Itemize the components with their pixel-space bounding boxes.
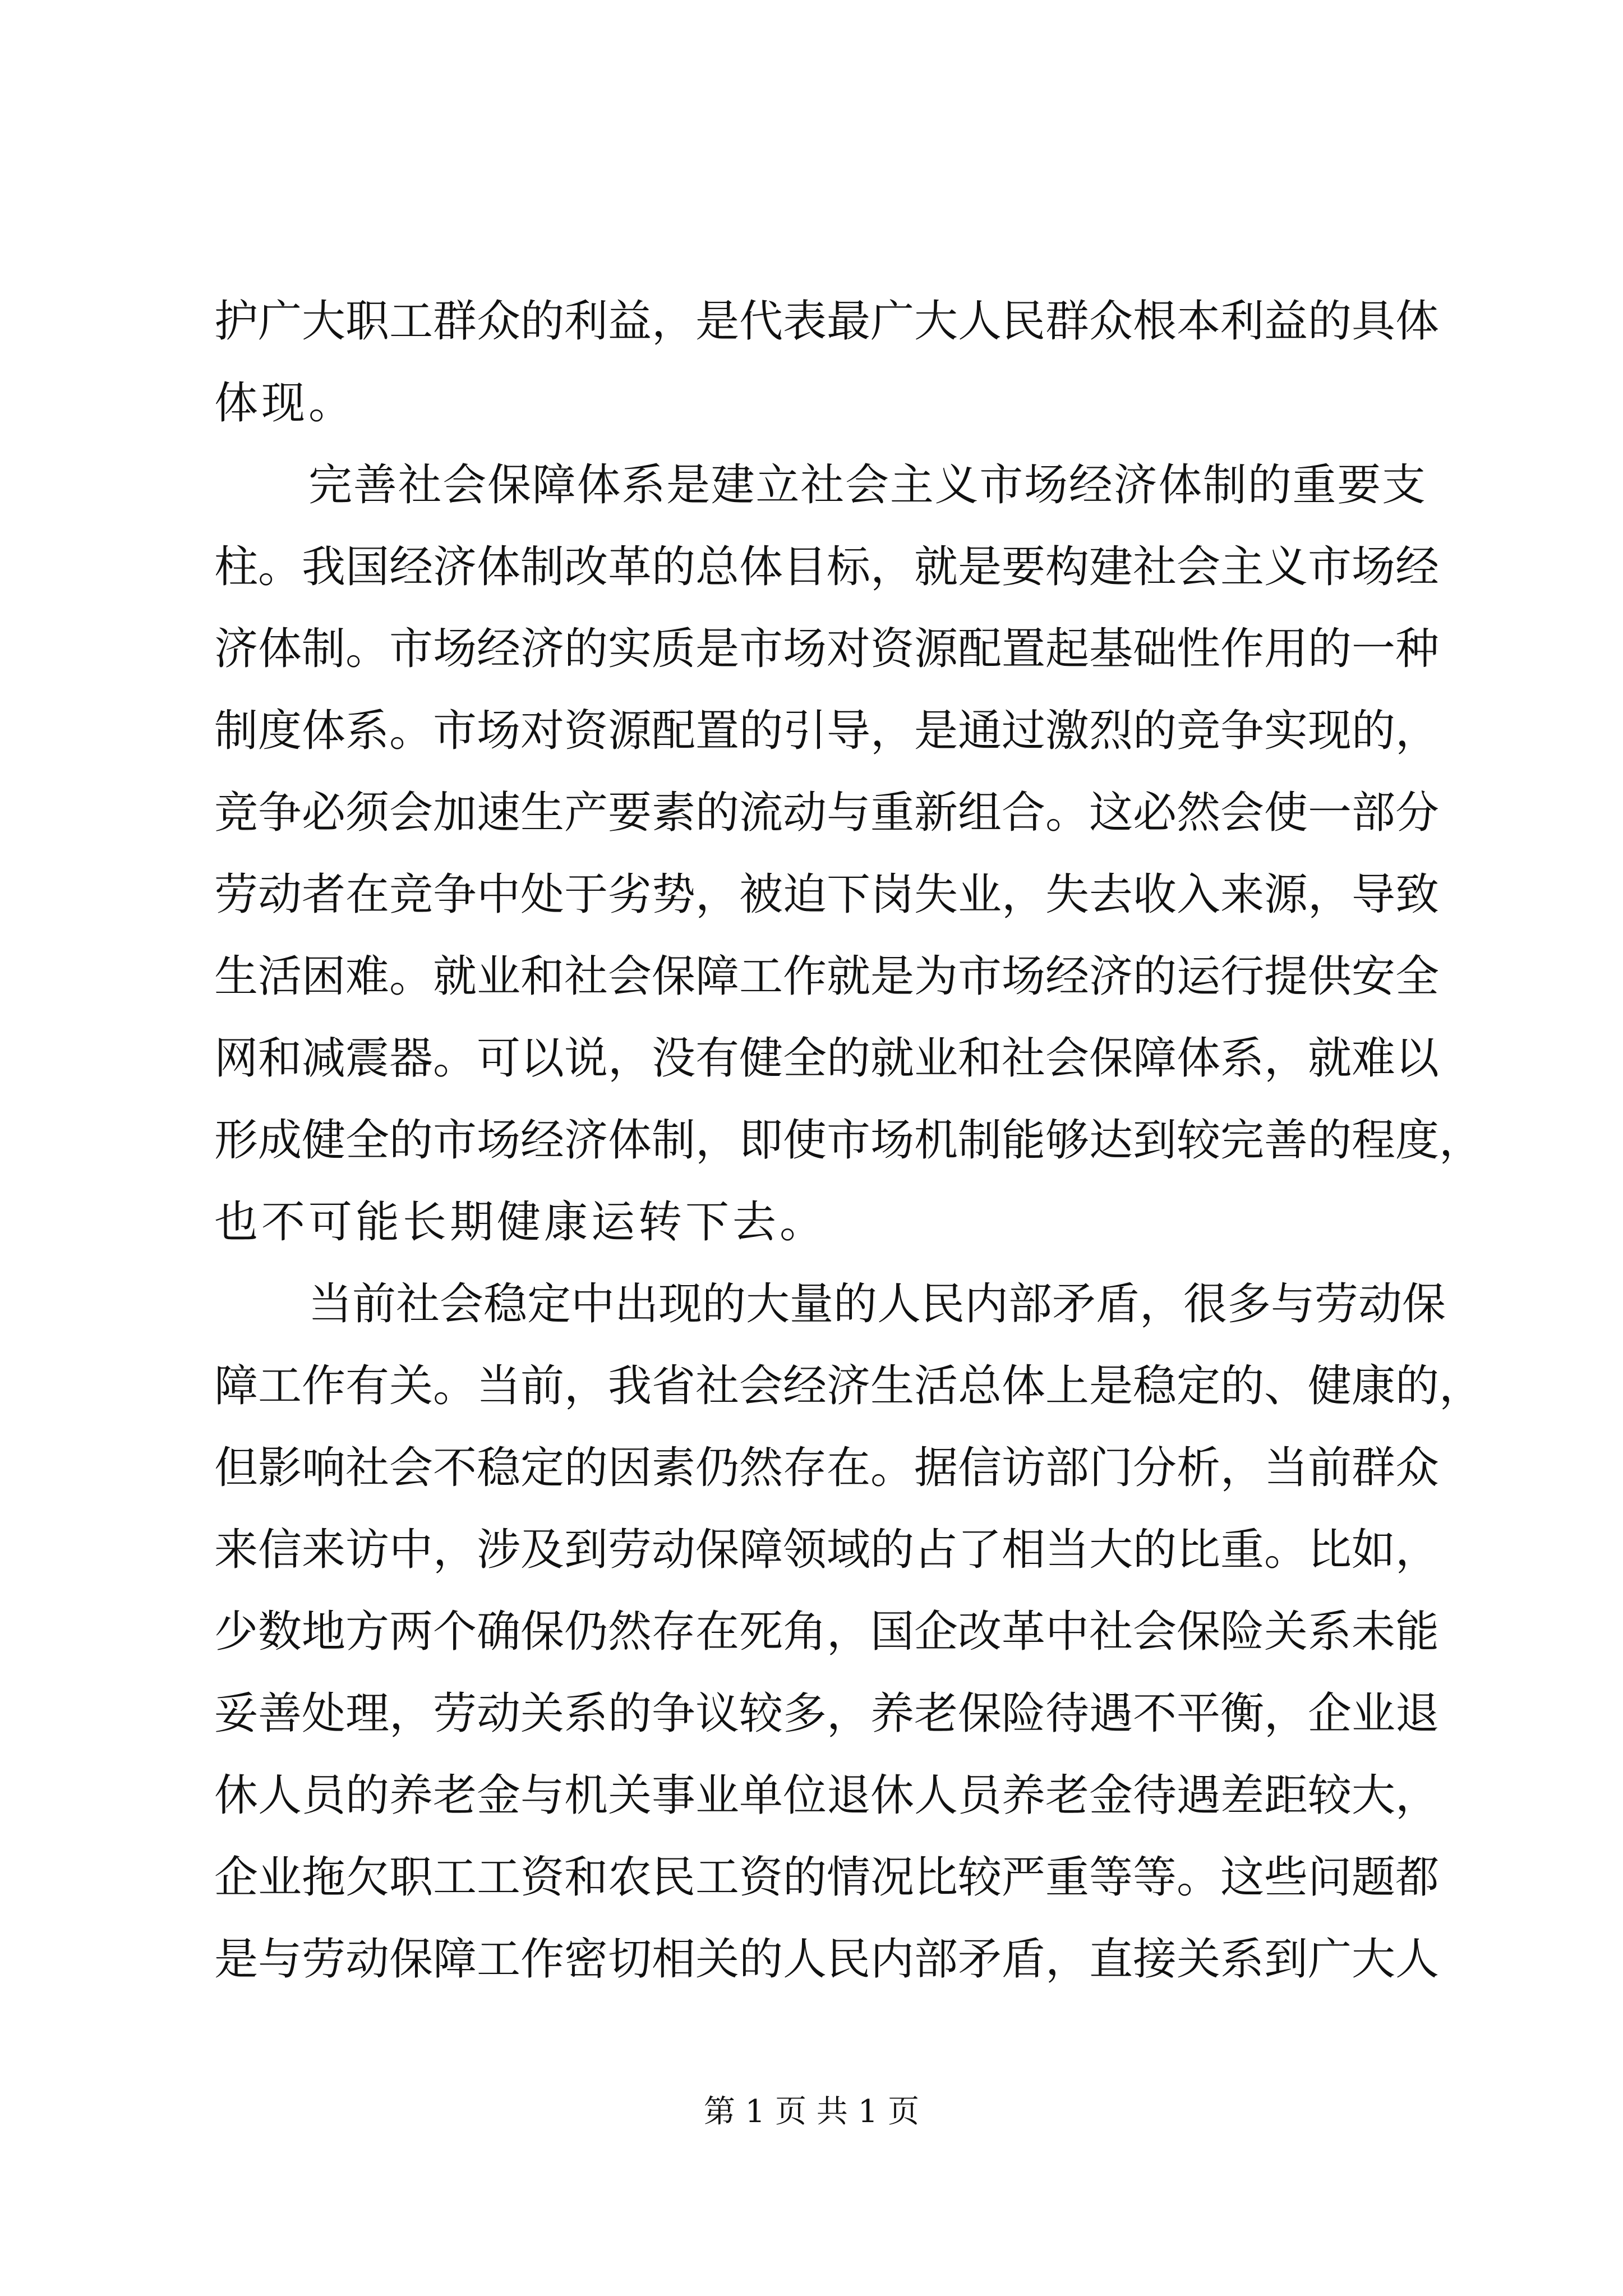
text-line: 妥善处理，劳动关系的争议较多，养老保险待遇不平衡，企业退 xyxy=(214,1688,1440,1739)
text-line: 劳动者在竞争中处于劣势，被迫下岗失业，失去收入来源，导致 xyxy=(214,869,1440,920)
text-line: 体现。 xyxy=(214,378,356,429)
text-line: 障工作有关。当前，我省社会经济生活总体上是稳定的、健康的， xyxy=(214,1361,1483,1411)
text-line: 但影响社会不稳定的因素仍然存在。据信访部门分析，当前群众 xyxy=(214,1443,1440,1493)
text-line: 少数地方两个确保仍然存在死角，国企改革中社会保险关系未能 xyxy=(214,1607,1440,1657)
text-line: 济体制。市场经济的实质是市场对资源配置起基础性作用的一种 xyxy=(214,624,1440,674)
text-line: 休人员的养老金与机关事业单位退休人员养老金待遇差距较大， xyxy=(214,1770,1440,1821)
text-line: 制度体系。市场对资源配置的引导，是通过激烈的竞争实现的， xyxy=(214,706,1440,756)
text-line: 完善社会保障体系是建立社会主义市场经济体制的重要支 xyxy=(308,460,1426,510)
text-line: 形成健全的市场经济体制，即使市场机制能够达到较完善的程度， xyxy=(214,1115,1483,1166)
text-line: 当前社会稳定中出现的大量的人民内部矛盾，很多与劳动保 xyxy=(308,1279,1446,1329)
text-line: 竞争必须会加速生产要素的流动与重新组合。这必然会使一部分 xyxy=(214,788,1440,838)
document-body xyxy=(214,280,1483,2000)
text-line: 是与劳动保障工作密切相关的人民内部矛盾，直接关系到广大人 xyxy=(214,1934,1440,1985)
text-line: 来信来访中，涉及到劳动保障领域的占了相当大的比重。比如， xyxy=(214,1525,1440,1575)
text-line: 护广大职工群众的利益，是代表最广大人民群众根本利益的具体 xyxy=(214,296,1440,347)
text-line: 也不可能长期健康运转下去。 xyxy=(214,1197,827,1248)
text-line: 网和减震器。可以说，没有健全的就业和社会保障体系，就难以 xyxy=(214,1033,1440,1084)
text-line: 柱。我国经济体制改革的总体目标，就是要构建社会主义市场经 xyxy=(214,542,1440,592)
text-line: 生活困难。就业和社会保障工作就是为市场经济的运行提供安全 xyxy=(214,951,1440,1002)
page-number-footer: 第 1 页 共 1 页 xyxy=(703,2093,920,2130)
text-line: 企业拖欠职工工资和农民工资的情况比较严重等等。这些问题都 xyxy=(214,1852,1440,1903)
